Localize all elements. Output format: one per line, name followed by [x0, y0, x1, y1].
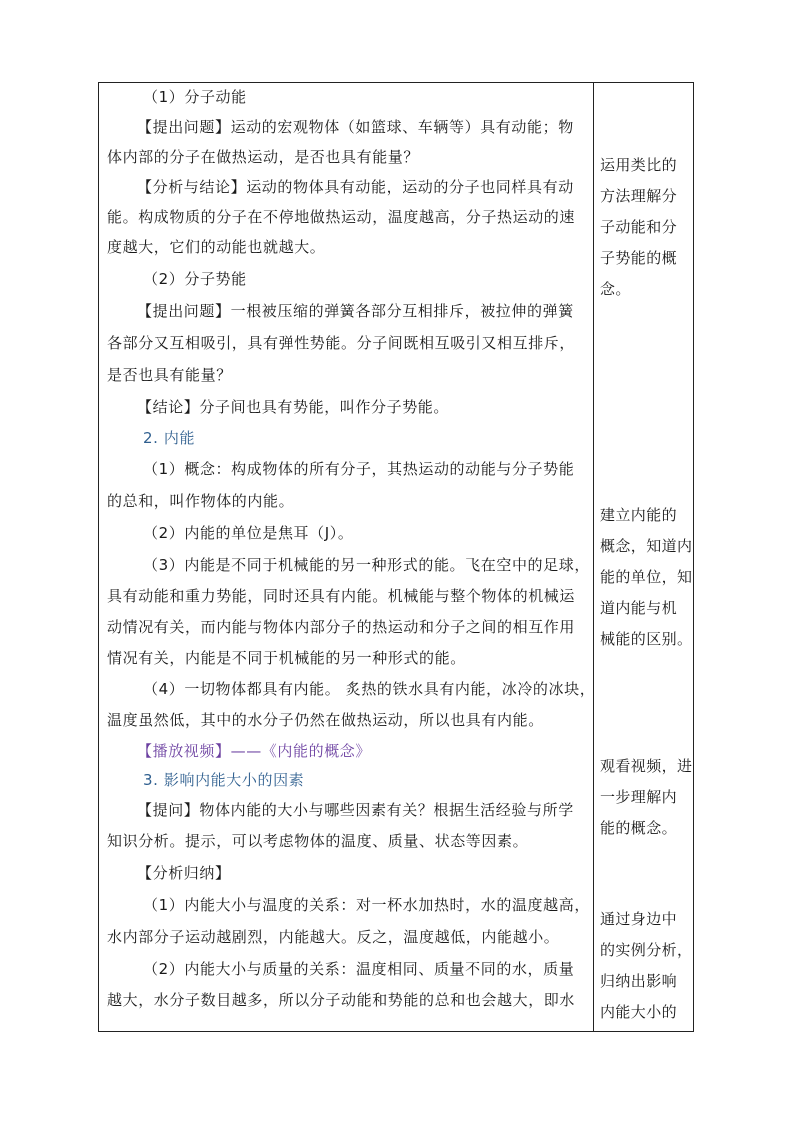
- text-line: 【分析与结论】运动的物体具有动能，运动的分子也同样具有动: [137, 178, 574, 196]
- text-line: （1）分子动能: [143, 88, 247, 106]
- text-line: 【提问】物体内能的大小与哪些因素有关？根据生活经验与所学: [137, 801, 574, 819]
- note-line: 道内能与机: [600, 599, 678, 617]
- note-line: 子动能和分: [600, 218, 678, 236]
- text-line: 知识分析。提示，可以考虑物体的温度、质量、状态等因素。: [107, 832, 529, 850]
- note-line: 概念，知道内: [600, 537, 693, 555]
- section-heading: 3. 影响内能大小的因素: [143, 771, 305, 789]
- text-line: 是否也具有能量？: [107, 366, 232, 384]
- text-line: 情况有关，内能是不同于机械能的另一种形式的能。: [107, 649, 466, 667]
- text-line: 【提出问题】运动的宏观物体（如篮球、车辆等）具有动能；物: [137, 118, 574, 136]
- text-line: 具有动能和重力势能，同时还具有内能。机械能与整个物体的机械运: [107, 587, 576, 605]
- note-line: 能的概念。: [600, 819, 678, 837]
- note-line: 内能大小的: [600, 1003, 678, 1021]
- note-line: 观看视频，进: [600, 757, 693, 775]
- section-heading: 2. 内能: [143, 429, 196, 447]
- text-line: （4）一切物体都具有内能。 炙热的铁水具有内能，冰冷的冰块，: [143, 680, 596, 698]
- text-line: 能。构成物质的分子在不停地做热运动，温度越高，分子热运动的速: [107, 208, 576, 226]
- text-line: 的总和，叫作物体的内能。: [107, 492, 295, 510]
- note-line: 方法理解分: [600, 187, 678, 205]
- text-line: （2）分子势能: [143, 270, 247, 288]
- note-line: 念。: [600, 280, 631, 298]
- note-line: 运用类比的: [600, 156, 678, 174]
- text-line: 【分析归纳】: [137, 864, 231, 882]
- text-line: 温度虽然低，其中的水分子仍然在做热运动，所以也具有内能。: [107, 711, 544, 729]
- text-line: （2）内能的单位是焦耳（J）。: [143, 524, 354, 542]
- text-line: 【结论】分子间也具有势能，叫作分子势能。: [137, 398, 450, 416]
- text-line: 越大，水分子数目越多，所以分子动能和势能的总和也会越大，即水: [107, 991, 576, 1009]
- text-line: （1）概念：构成物体的所有分子，其热运动的动能与分子势能: [143, 460, 575, 478]
- note-line: 能的单位，知: [600, 568, 693, 586]
- note-line: 械能的区别。: [600, 630, 693, 648]
- text-line: （1）内能大小与温度的关系：对一杯水加热时，水的温度越高，: [143, 896, 590, 914]
- lesson-table: [98, 82, 694, 1032]
- note-line: 归纳出影响: [600, 972, 678, 990]
- text-line: 体内部的分子在做热运动，是否也具有能量？: [107, 148, 420, 166]
- note-line: 一步理解内: [600, 788, 678, 806]
- text-line: （2）内能大小与质量的关系：温度相同、质量不同的水，质量: [143, 960, 575, 978]
- text-line: 各部分又互相吸引，具有弹性势能。分子间既相互吸引又相互排斥，: [107, 334, 576, 352]
- note-line: 通过身边中: [600, 910, 678, 928]
- note-line: 建立内能的: [600, 506, 678, 524]
- note-line: 的实例分析，: [600, 941, 693, 959]
- video-line: 【播放视频】——《内能的概念》: [137, 742, 372, 760]
- text-line: （3）内能是不同于机械能的另一种形式的能。飞在空中的足球，: [143, 556, 590, 574]
- text-line: 动情况有关，而内能与物体内部分子的热运动和分子之间的相互作用: [107, 618, 576, 636]
- text-line: 水内部分子运动越剧烈，内能越大。反之，温度越低，内能越小。: [107, 928, 560, 946]
- note-line: 子势能的概: [600, 249, 678, 267]
- text-line: 【提出问题】一根被压缩的弹簧各部分互相排斥，被拉伸的弹簧: [137, 302, 574, 320]
- text-line: 度越大，它们的动能也就越大。: [107, 238, 326, 256]
